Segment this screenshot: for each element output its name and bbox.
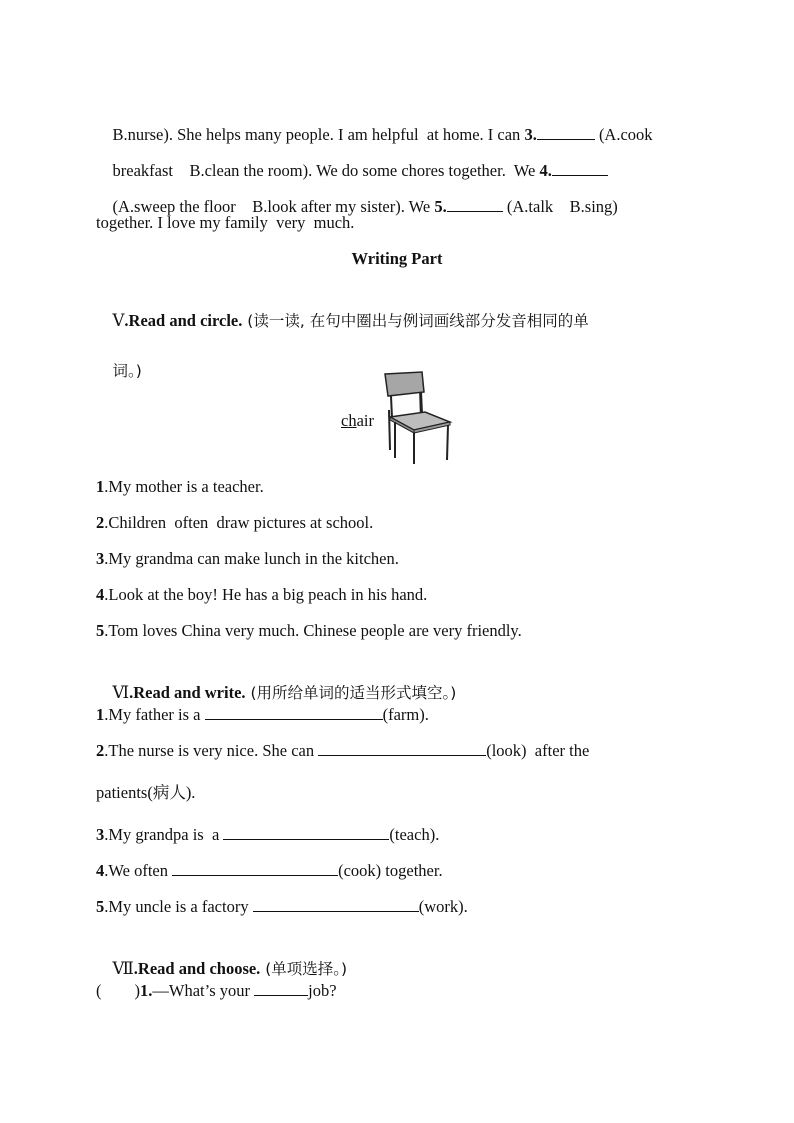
section-instruction: (用所给单词的适当形式填空。) — [245, 684, 457, 702]
example-word — [341, 411, 374, 431]
fill-blank-3[interactable] — [223, 825, 389, 840]
section-6-item-1: 1.My father is a (farm). — [96, 705, 429, 724]
section-instruction: (读一读, 在句中圈出与例词画线部分发音相同的单 — [242, 312, 589, 330]
chair-illustration — [380, 370, 454, 466]
passage-text: (A.cook — [594, 125, 653, 144]
section-6-item-5: 5.My uncle is a factory (work). — [96, 897, 468, 916]
passage-text: (A.sweep the floor B.look after my sister). We — [112, 197, 435, 216]
passage-text: breakfast B.clean the room). We do some chores together. We — [112, 161, 540, 180]
section-instruction: (单项选择。) — [260, 960, 348, 978]
fill-blank-1[interactable] — [205, 705, 383, 720]
section-5-item-4: 4.Look at the boy! He has a big peach in his hand. — [96, 585, 428, 604]
section-6-item-3: 3.My grandpa is a (teach). — [96, 825, 440, 844]
passage-text: (A.talk B.sing) — [502, 197, 618, 216]
writing-part-heading: Writing Part — [351, 249, 443, 268]
fill-blank-5[interactable] — [253, 897, 419, 912]
section-6-item-2: 2.The nurse is very nice. She can (look) after the — [96, 741, 590, 760]
answer-blank-5[interactable] — [447, 197, 503, 212]
blank-number: 5. — [434, 197, 447, 216]
choose-blank-1 — [254, 981, 308, 996]
section-instruction-cont: 词。) — [112, 362, 142, 380]
answer-paren[interactable]: ( ) — [96, 981, 140, 1000]
section-title: .Read and choose. — [133, 959, 261, 978]
fill-blank-4[interactable] — [172, 861, 338, 876]
section-6-item-4: 4.We often (cook) together. — [96, 861, 443, 880]
blank-number: 4. — [539, 161, 552, 180]
section-title: .Read and circle. — [124, 311, 243, 330]
section-5-item-5: 5.Tom loves China very much. Chinese people are very friendly. — [96, 621, 522, 640]
section-5-item-2: 2.Children often draw pictures at school. — [96, 513, 374, 532]
blank-number: 3. — [524, 125, 537, 144]
section-5-item-3: 3.My grandma can make lunch in the kitchen. — [96, 549, 399, 568]
example-underlined-letters: ch — [341, 411, 357, 430]
section-5-item-1: 1.My mother is a teacher. — [96, 477, 264, 496]
example-word-rest: air — [356, 411, 374, 430]
fill-blank-2[interactable] — [318, 741, 486, 756]
section-roman-numeral: Ⅵ — [112, 683, 130, 702]
section-title: .Read and write. — [129, 683, 246, 702]
section-5-heading — [96, 291, 589, 351]
answer-blank-3[interactable] — [537, 125, 595, 140]
passage-line-4: together. I love my family very much. — [96, 213, 355, 232]
answer-blank-4[interactable] — [552, 161, 608, 176]
section-6-item-2-cont: patients(病人). — [96, 783, 196, 802]
section-5-heading-cont — [96, 341, 142, 401]
section-7-question-1: ( )1.—What’s your job? — [96, 981, 337, 1000]
section-roman-numeral: Ⅶ — [112, 959, 134, 978]
passage-text: B.nurse). She helps many people. I am helpful at home. I can — [112, 125, 525, 144]
section-roman-numeral: Ⅴ — [112, 311, 125, 330]
